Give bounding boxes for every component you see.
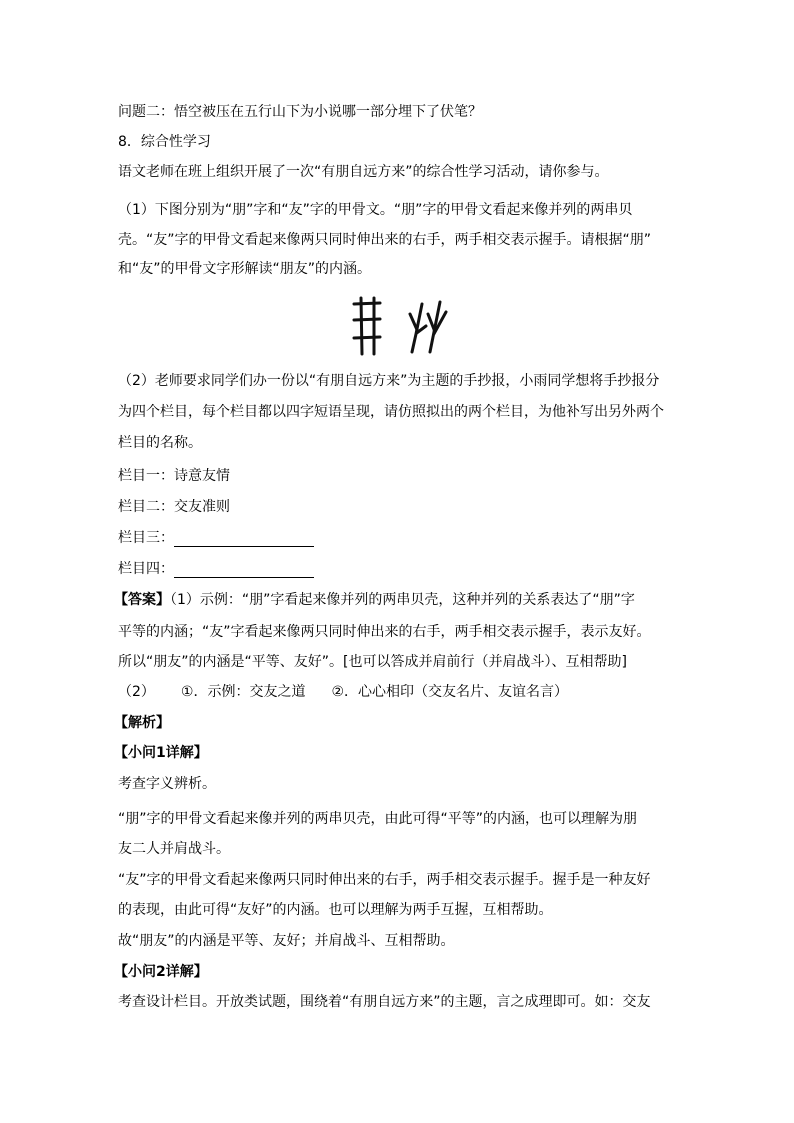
column-4 bbox=[118, 560, 314, 578]
oracle-bone-figure bbox=[340, 292, 460, 358]
q8-title: 8．综合性学习 bbox=[118, 134, 211, 150]
part1-line: （1）下图分别为“朋”字和“友”字的甲骨文。“朋”字的甲骨文看起来像并列的两串贝 bbox=[118, 202, 633, 218]
question-2: 问题二：悟空被压在五行山下为小说哪一部分埋下了伏笔？ bbox=[118, 104, 482, 120]
oracle-peng-glyph bbox=[354, 298, 380, 354]
part2-line: 为四个栏目，每个栏目都以四字短语呈现，请仿照拟出的两个栏目，为他补写出另外两个 bbox=[118, 404, 664, 420]
analysis-tag: 【解析】 bbox=[114, 715, 170, 731]
column-1 bbox=[118, 467, 230, 485]
answer-p2-prefix: （2） bbox=[118, 684, 155, 700]
sub1-title: 【小问1详解】 bbox=[114, 745, 208, 761]
answer-p2-item2: ②．心心相印（交友名片、友谊名言） bbox=[331, 684, 569, 700]
answer-line: 所以“朋友”的内涵是“平等、友好”。[也可以答成并肩前行（并肩战斗）、互相帮助] bbox=[118, 654, 627, 670]
sub2-title: 【小问2详解】 bbox=[114, 964, 208, 980]
part2-line: 栏目的名称。 bbox=[118, 435, 202, 451]
analysis-line: “友”字的甲骨文看起来像两只同时伸出来的右手，两手相交表示握手。握手是一种友好 bbox=[118, 872, 651, 888]
answer-blank[interactable] bbox=[174, 532, 314, 547]
column-label: 栏目一： bbox=[118, 468, 174, 484]
answer-p2-item1: ①．示例：交友之道 bbox=[180, 684, 306, 700]
analysis-line: 考查字义辨析。 bbox=[118, 776, 216, 792]
analysis-line: 的表现，由此可得“友好”的内涵。也可以理解为两手互握，互相帮助。 bbox=[118, 902, 553, 918]
column-label: 栏目四： bbox=[118, 561, 174, 577]
column-3 bbox=[118, 529, 314, 547]
part1-line: 和“友”的甲骨文字形解读“朋友”的内涵。 bbox=[118, 261, 372, 277]
analysis-line: 考查设计栏目。开放类试题，围绕着“有朋自远方来”的主题，言之成理即可。如：交友 bbox=[118, 994, 651, 1010]
oracle-you-glyph bbox=[410, 302, 446, 352]
answer-text: （1）示例：“朋”字看起来像并列的两串贝壳，这种并列的关系表达了“朋”字 bbox=[170, 592, 635, 608]
answer-tag: 【答案】 bbox=[114, 592, 170, 608]
answer-line bbox=[114, 591, 635, 609]
answer-blank[interactable] bbox=[174, 563, 314, 578]
answer-part2 bbox=[118, 683, 568, 701]
column-2 bbox=[118, 498, 230, 516]
analysis-line: 友二人并肩战斗。 bbox=[118, 841, 230, 857]
analysis-line: “朋”字的甲骨文看起来像并列的两串贝壳，由此可得“平等”的内涵，也可以理解为朋 bbox=[118, 811, 638, 827]
column-label: 栏目二： bbox=[118, 499, 174, 515]
column-value: 交友准则 bbox=[174, 499, 230, 515]
part1-line: 壳。“友”字的甲骨文看起来像两只同时伸出来的右手，两手相交表示握手。请根据“朋” bbox=[118, 232, 652, 248]
analysis-line: 故“朋友”的内涵是平等、友好；并肩战斗、互相帮助。 bbox=[118, 933, 455, 949]
q8-intro: 语文老师在班上组织开展了一次“有朋自远方来”的综合性学习活动，请你参与。 bbox=[118, 164, 609, 180]
part2-line: （2）老师要求同学们办一份以“有朋自远方来”为主题的手抄报，小雨同学想将手抄报分 bbox=[118, 373, 660, 389]
column-label: 栏目三： bbox=[118, 530, 174, 546]
answer-line: 平等的内涵；“友”字看起来像两只同时伸出来的右手，两手相交表示握手，表示友好。 bbox=[118, 624, 651, 640]
column-value: 诗意友情 bbox=[174, 468, 230, 484]
